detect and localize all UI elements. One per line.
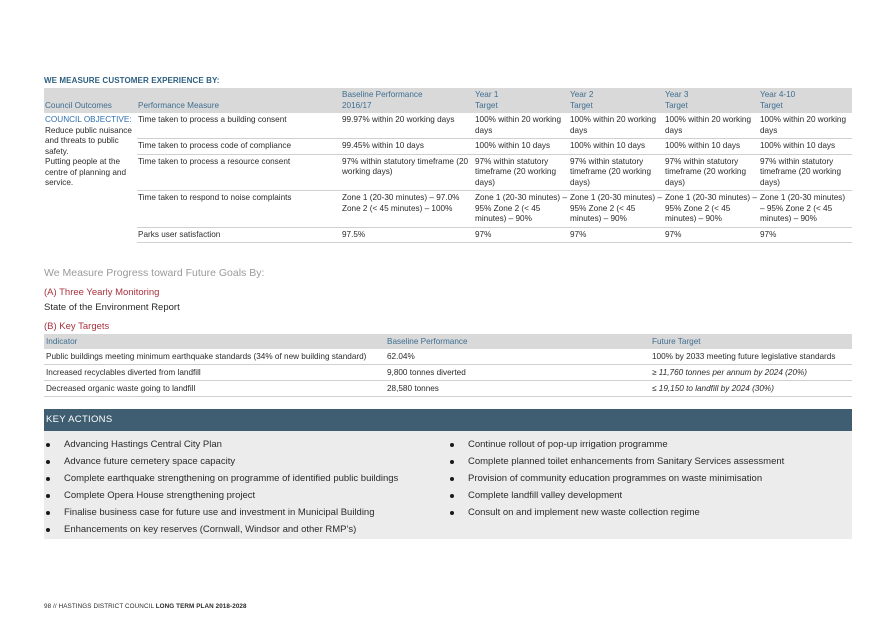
header-year-2: Year 2 Target xyxy=(569,88,664,113)
year-4-10-cell: 100% within 20 working days xyxy=(759,113,852,139)
bullet-icon xyxy=(450,460,454,464)
measure-cell: Parks user satisfaction xyxy=(137,227,341,243)
year-3-cell: 100% within 10 days xyxy=(664,139,759,155)
indicator-cell: Decreased organic waste going to landfill xyxy=(44,381,385,397)
list-item: Enhancements on key reserves (Cornwall, Windsor and other RMP’s) xyxy=(44,521,444,538)
bullet-icon xyxy=(46,528,50,532)
key-actions-title: KEY ACTIONS xyxy=(46,414,113,425)
council-objective-text-2: Putting people at the centre of planning and service. xyxy=(45,157,127,187)
baseline-cell: 9,800 tonnes diverted xyxy=(385,365,650,381)
baseline-cell: Zone 1 (20-30 minutes) – 97.0% Zone 2 (< 45 minutes) – 100% xyxy=(341,191,474,228)
table-row xyxy=(44,154,852,191)
footer-page-text: 98 // HASTINGS DISTRICT COUNCIL xyxy=(44,603,154,610)
list-item: Complete planned toilet enhancements from Sanitary Services assessment xyxy=(448,453,848,470)
future-target-cell: ≤ 19,150 to landfill by 2024 (30%) xyxy=(650,381,852,397)
table-row xyxy=(44,113,852,139)
table-header-row xyxy=(44,88,852,113)
list-item: Consult on and implement new waste collection regime xyxy=(448,504,848,521)
year-3-cell: 97% within statutory timeframe (20 working days) xyxy=(664,154,759,191)
council-objective-cell xyxy=(44,113,137,227)
year-4-10-cell: Zone 1 (20-30 minutes) – 95% Zone 2 (< 45 minutes) – 90% xyxy=(759,191,852,228)
measure-cell: Time taken to respond to noise complaints xyxy=(137,191,341,228)
year-1-cell: 100% within 10 days xyxy=(474,139,569,155)
page-footer xyxy=(44,603,247,610)
bullet-icon xyxy=(46,443,50,447)
bullet-icon xyxy=(46,477,50,481)
year-1-cell: 97% xyxy=(474,227,569,243)
customer-experience-table xyxy=(44,88,852,243)
list-item: Advancing Hastings Central City Plan xyxy=(44,436,444,453)
bullet-icon xyxy=(46,511,50,515)
measure-cell: Time taken to process code of compliance xyxy=(137,139,341,155)
empty-outcome-cell xyxy=(44,227,137,243)
list-item: Complete landfill valley development xyxy=(448,487,848,504)
future-target-cell: 100% by 2033 meeting future legislative standards xyxy=(650,349,852,365)
key-targets-heading: (B) Key Targets xyxy=(44,321,110,332)
future-target-cell: ≥ 11,760 tonnes per annum by 2024 (20%) xyxy=(650,365,852,381)
baseline-cell: 97% within statutory timeframe (20 working days) xyxy=(341,154,474,191)
header-year-1: Year 1 Target xyxy=(474,88,569,113)
year-4-10-cell: 97% within statutory timeframe (20 working days) xyxy=(759,154,852,191)
table-row xyxy=(44,349,852,365)
table-row xyxy=(44,139,852,155)
key-actions-header xyxy=(44,409,852,431)
year-1-cell: 100% within 20 working days xyxy=(474,113,569,139)
year-1-cell: Zone 1 (20-30 minutes) – 95% Zone 2 (< 45 minutes) – 90% xyxy=(474,191,569,228)
table-row xyxy=(44,227,852,243)
list-item: Complete Opera House strengthening project xyxy=(44,487,444,504)
footer-plan-title: LONG TERM PLAN 2018-2028 xyxy=(155,603,247,610)
bullet-icon xyxy=(46,460,50,464)
table-row xyxy=(44,365,852,381)
list-item: Continue rollout of pop-up irrigation programme xyxy=(448,436,848,453)
table-header-row xyxy=(44,334,852,349)
list-item: Provision of community education programmes on waste minimisation xyxy=(448,470,848,487)
list-item: Complete earthquake strengthening on programme of identified public buildings xyxy=(44,470,444,487)
monitoring-heading: (A) Three Yearly Monitoring xyxy=(44,287,160,298)
council-objective-label: COUNCIL OBJECTIVE: xyxy=(45,115,132,124)
header-baseline: Baseline Performance 2016/17 xyxy=(341,88,474,113)
bullet-icon xyxy=(450,477,454,481)
year-2-cell: 100% within 20 working days xyxy=(569,113,664,139)
year-2-cell: Zone 1 (20-30 minutes) – 95% Zone 2 (< 45 minutes) – 90% xyxy=(569,191,664,228)
year-3-cell: 100% within 20 working days xyxy=(664,113,759,139)
table-row xyxy=(44,191,852,228)
header-council-outcomes: Council Outcomes xyxy=(44,88,137,113)
measure-cell: Time taken to process a resource consent xyxy=(137,154,341,191)
year-3-cell: 97% xyxy=(664,227,759,243)
key-actions-right-column xyxy=(448,436,848,521)
header-performance-measure: Performance Measure xyxy=(137,88,341,113)
year-4-10-cell: 97% xyxy=(759,227,852,243)
bullet-icon xyxy=(450,494,454,498)
year-2-cell: 97% within statutory timeframe (20 working days) xyxy=(569,154,664,191)
customer-experience-heading: WE MEASURE CUSTOMER EXPERIENCE BY: xyxy=(44,76,220,85)
progress-heading: We Measure Progress toward Future Goals By: xyxy=(44,267,265,279)
baseline-cell: 62.04% xyxy=(385,349,650,365)
header-year-3: Year 3 Target xyxy=(664,88,759,113)
table-row xyxy=(44,381,852,397)
list-item: Advance future cemetery space capacity xyxy=(44,453,444,470)
header-indicator: Indicator xyxy=(44,334,385,349)
key-targets-table xyxy=(44,334,852,397)
indicator-cell: Increased recyclables diverted from landfill xyxy=(44,365,385,381)
bullet-icon xyxy=(450,443,454,447)
year-1-cell: 97% within statutory timeframe (20 working days) xyxy=(474,154,569,191)
year-2-cell: 97% xyxy=(569,227,664,243)
baseline-cell: 97.5% xyxy=(341,227,474,243)
baseline-cell: 28,580 tonnes xyxy=(385,381,650,397)
indicator-cell: Public buildings meeting minimum earthquake standards (34% of new building standard) xyxy=(44,349,385,365)
header-year-4-10: Year 4-10 Target xyxy=(759,88,852,113)
list-item: Finalise business case for future use and investment in Municipal Building xyxy=(44,504,444,521)
year-3-cell: Zone 1 (20-30 minutes) – 95% Zone 2 (< 45 minutes) – 90% xyxy=(664,191,759,228)
bullet-icon xyxy=(450,511,454,515)
key-actions-panel xyxy=(44,431,852,539)
year-4-10-cell: 100% within 10 days xyxy=(759,139,852,155)
year-2-cell: 100% within 10 days xyxy=(569,139,664,155)
measure-cell: Time taken to process a building consent xyxy=(137,113,341,139)
key-actions-left-column xyxy=(44,436,444,538)
header-baseline-performance: Baseline Performance xyxy=(385,334,650,349)
baseline-cell: 99.97% within 20 working days xyxy=(341,113,474,139)
header-future-target: Future Target xyxy=(650,334,852,349)
baseline-cell: 99.45% within 10 days xyxy=(341,139,474,155)
bullet-icon xyxy=(46,494,50,498)
monitoring-item: State of the Environment Report xyxy=(44,302,180,313)
council-objective-text: Reduce public nuisance and threats to public safety. xyxy=(45,125,132,156)
